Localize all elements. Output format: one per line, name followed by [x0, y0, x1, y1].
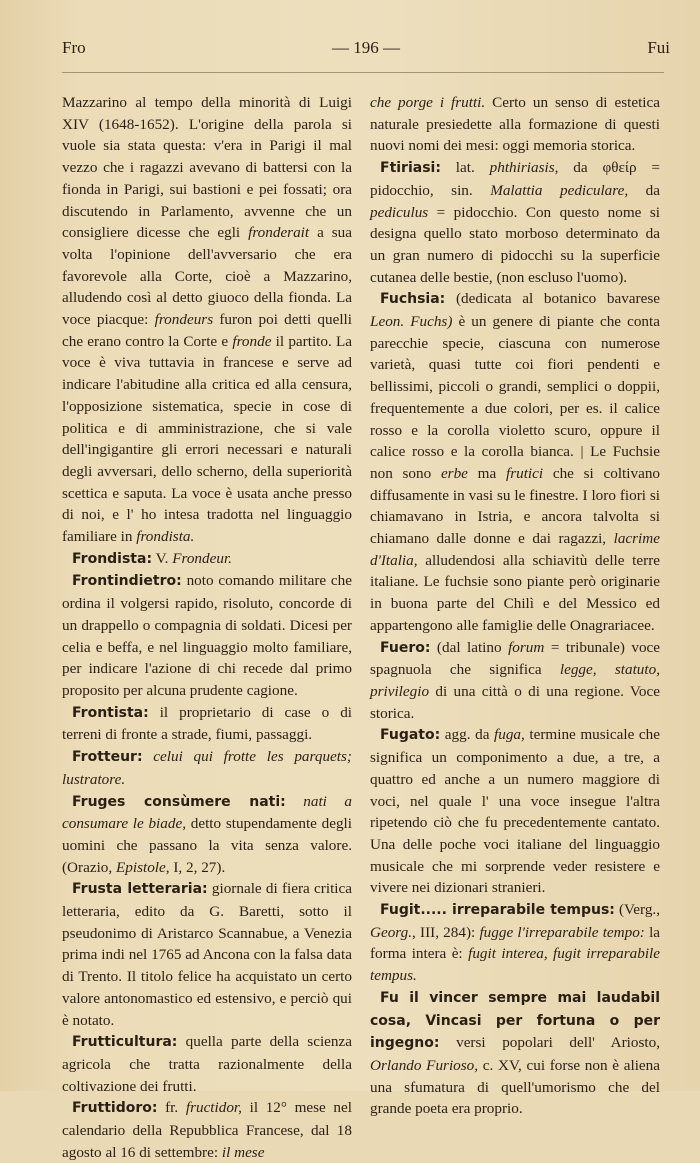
headword: Frutticultura:	[72, 1034, 178, 1051]
entry-frontindietro: Frontindietro: noto comando militare che ordina il volgersi rapido, risoluto, concorde di un drappello o compagnia di soldati. Dicesi per celia e beffa, e nel linguaggio molto familiare, per indicare l'azione di chi recede dal primo proposito per alcuna prudente cagione.	[62, 572, 353, 699]
continued-entry-text: Mazzarino al tempo della minorità di Luigi XIV (1648-1652). L'origine della parola si vuole sia stata questa: v'era in Parigi il mal vezzo che i ragazzi avevano di battersi con la fionda in Parigi, sui bastioni e pei fossati; ora discutendo in Parlamento, avvenne che un consigliere dicesse che egli fronderait a sua volta l'opinione dell'avversario che era favorevole alla Corte, cioè a Mazzarino, alludendo così al detto giuoco della fionda. La voce piacque: frondeurs furon poi detti quelli che erano contro la Corte e fronde il partito. La voce è viva tuttavia in francese e serve ad indicare l'abitudine alla critica ed alla censura, l'opposizione sistematica, specie in cose di politica e di amministrazione, che si vale dell'ingigantire gli errori necessari e naturali degli avversari, dello scherno, della superiorità scettica e saputa. La voce è usata anche presso di noi, e l' ho intesa tradotta nel linguaggio familiare in frondista.	[62, 94, 353, 546]
headword: Fugato:	[380, 727, 441, 744]
header-rule	[62, 72, 664, 73]
running-header	[62, 38, 670, 60]
headword: Fuero:	[380, 639, 431, 656]
entry-frusta-letteraria: Frusta letteraria: giornale di fiera critica letteraria, edito da G. Baretti, sotto il pseudonimo di Aristarco Scannabue, a Venezia prima indi nel 1765 ad Ancona con la falsa data di Trento. Il titolo felice ha acquistato un certo valore antonomastico ed estensivo, e perciò qui è notato.	[62, 880, 352, 1029]
entry-frutticultura: Frutticultura: quella parte della scienza agricola che tratta razionalmente della coltivazione dei frutti.	[62, 1033, 352, 1095]
headword: Fuchsia:	[380, 291, 446, 308]
headword: Fruttidoro:	[72, 1100, 158, 1117]
right-column	[370, 92, 660, 1120]
entry-fruttidoro: Fruttidoro: fr. fructidor, il 12° mese nel calendario della Repubblica Francese, dal 18 agosto al 16 di settembre: il mese	[62, 1099, 352, 1161]
page-number: — 196 —	[332, 38, 400, 57]
entry-fruges-consumere-nati: Fruges consùmere nati: nati a consumare le biade, detto stupendamente degli uomini che passano la vita senza valore. (Orazio, Epistole, I, 2, 27).	[62, 792, 352, 876]
headword: Frotteur:	[72, 749, 143, 766]
entry-frotteur: Frotteur: celui qui frotte les parquets; lustratore.	[62, 748, 352, 788]
headword: Frontindietro:	[72, 573, 182, 590]
entry-frontista: Frontista: il proprietario di case o di terreni di fronte a strade, fiumi, passaggi.	[62, 703, 353, 744]
headword: Fugit..... irreparabile tempus:	[380, 902, 615, 919]
entry-fugit-irreparabile-tempus: Fugit..... irreparabile tempus: (Verg., Georg., III, 284): fugge l'irreparabile tempo: la forma intera è: fugit interea, fugit irreparabile tempus.	[370, 901, 661, 985]
entry-fu-il-vincer: Fu il vincer sempre mai laudabil cosa, Vincasi per fortuna o per ingegno: versi popolari dell' Ariosto, Orlando Furioso, c. XV, cui forse non è aliena una sfumatura di quell'umorismo che del grande poeta era proprio.	[370, 989, 661, 1118]
headword: Fruges consùmere nati:	[72, 793, 286, 810]
left-column	[62, 92, 352, 1163]
entry-fugato: Fugato: agg. da fuga, termine musicale che significa un componimento a due, a tre, a quattro ed anche a un numero maggiore di voci, nel quale l' una voce insegue l'altra ripetendo ciò che fu precedentemente cantato. Una delle poche voci italiane del linguaggio musicale che mi sorprende veder resistere e vivere nei dizionari stranieri.	[370, 726, 660, 897]
headword: Ftiriasi:	[380, 160, 441, 177]
header-right-guide-word: Fui	[647, 38, 670, 57]
headword: Frondista:	[72, 550, 153, 567]
headword: Frusta letteraria:	[72, 881, 208, 898]
entry-fuero: Fuero: (dal latino forum = tribunale) voce spagnuola che significa legge, statuto, privilegio di una città o di una regione. Voce storica.	[370, 638, 661, 722]
continued-entry-text: che porge i frutti. Certo un senso di estetica naturale presiedette alla formazione di questi nuovi nomi dei mesi: oggi memoria storica.	[370, 94, 660, 155]
headword: Fu il vincer sempre mai laudabil cosa, Vincasi per fortuna o per ingegno:	[370, 989, 660, 1052]
entry-fuchsia: Fuchsia: (dedicata al botanico bavarese Leon. Fuchs) è un genere di piante che conta parecchie specie, ciascuna con numerose varietà, quasi tutte coi fiori pendenti e bellissimi, piccoli o grandi, semplici o doppii, frequentemente a due colori, per es. il calice rosso e la corolla violetto scuro, oppure il calice rosso e la corolla bianca. | Le Fuchsie non sono erbe ma frutici che si coltivano diffusamente in vasi su le finestre. I loro fiori si chiamavano in Istria, e ancora talvolta si chiamano dalle donne e dai ragazzi, lacrime d'Italia, alludendosi alla schiavitù delle terre italiane. Le fuchsie sono piante però originarie in buona parte del Chilì e del Messico ed appartengono alle famiglie delle Onagrariacee.	[370, 290, 661, 634]
headword: Frontista:	[72, 704, 149, 721]
entry-frondista: Frondista: V. Frondeur.	[72, 549, 232, 567]
entry-ftiriasi: Ftiriasi: lat. phthiriasis, da φθείρ = pidocchio, sin. Malattia pediculare, da pediculus = pidocchio. Con questo nome si designa quello stato morboso determinato da un gran numero di pidocchi su la superficie cutanea delle bestie, (non escluso l'uomo).	[370, 159, 661, 286]
header-left-guide-word: Fro	[62, 38, 86, 57]
